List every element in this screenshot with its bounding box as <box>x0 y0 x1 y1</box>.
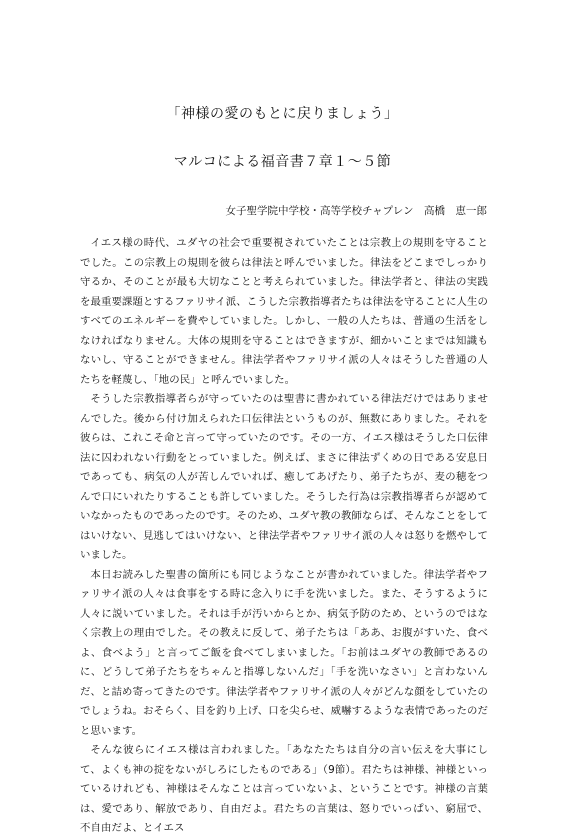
sermon-body <box>80 234 488 839</box>
paragraph-4: そんな彼らにイエス様は言われました。「あなたたちは自分の言い伝えを大事にして、よくも神の掟をないがしろにしたものである」（9節）。君たちは神様、神様といっているけれども、神様はそんなことは言っていないよ、ということです。神様の言葉は、愛であり、解放であり、自由だよ。君たちの言葉は、怒りでいっぱい、窮屈で、不自由だよ、とイエス <box>80 744 488 834</box>
scripture-reference: マルコによる福音書７章１～５節 <box>173 154 392 170</box>
author-line: 女子聖学院中学校・高等学校チャプレン 高橋 恵一郎 <box>225 205 487 217</box>
paragraph-1: イエス様の時代、ユダヤの社会で重要視されていたことは宗教上の規則を守ることでした。この宗教上の規則を彼らは律法と呼んでいました。律法をどこまでしっかり守るか、そのことが最も大切なことと考えられていました。律法学者と、律法の実践を最重要課題とするファリサイ派、こうした宗教指導者たちは律法を守ることに人生のすべてのエネルギーを費やしていました。しかし、一般の人たちは、普通の生活をしなければなりません。大体の規則を守ることはできますが、細かいことまでは知識もないし、守ることができません。律法学者やファリサイ派の人々はそうした普通の人たちを軽蔑し、「地の民」と呼んでいました。 <box>80 237 488 386</box>
paragraph-3: 本日お読みした聖書の箇所にも同じようなことが書かれていました。律法学者やファリサイ派の人々は食事をする時に念入りに手を洗いました。また、そうするように人々に説いていました。それは手が汚いからとか、病気予防のため、というのではなく宗教上の理由でした。その教えに反して、弟子たちは「ああ、お腹がすいた、食べよ、食べよう」と言ってご飯を食べてしまいました。「お前はユダヤの教師であるのに、どうして弟子たちをちゃんと指導しないんだ」「手を洗いなさい」と言わないんだ、と詰め寄ってきたのです。律法学者やファリサイ派の人々がどんな顔をしていたのでしょうね。おそらく、目を釣り上げ、口を尖らせ、威嚇するような表情であったのだと思います。 <box>80 568 488 737</box>
paragraph-2: そうした宗教指導者らが守っていたのは聖書に書かれている律法だけではありませんでした。後から付け加えられた口伝律法というものが、無数にありました。それを彼らは、これこそ命と言って守っていたのです。その一方、イエス様はそうした口伝律法に囚われない行動をとっていました。例えば、まさに律法ずくめの日である安息日であっても、病気の人が苦しんでいれば、癒してあげたり、弟子たちが、麦の穂をつんで口にいれたりすることも許していました。そうした行為は宗教指導者らが認めていなかったものであったのです。そのため、ユダヤ教の教師ならば、そんなことをしてはいけない、見逃してはいけない、と律法学者やファリサイ派の人々は怒りを燃やしていました。 <box>80 393 488 561</box>
sermon-title: 「神様の愛のもとに戻りましょう」 <box>166 106 399 122</box>
